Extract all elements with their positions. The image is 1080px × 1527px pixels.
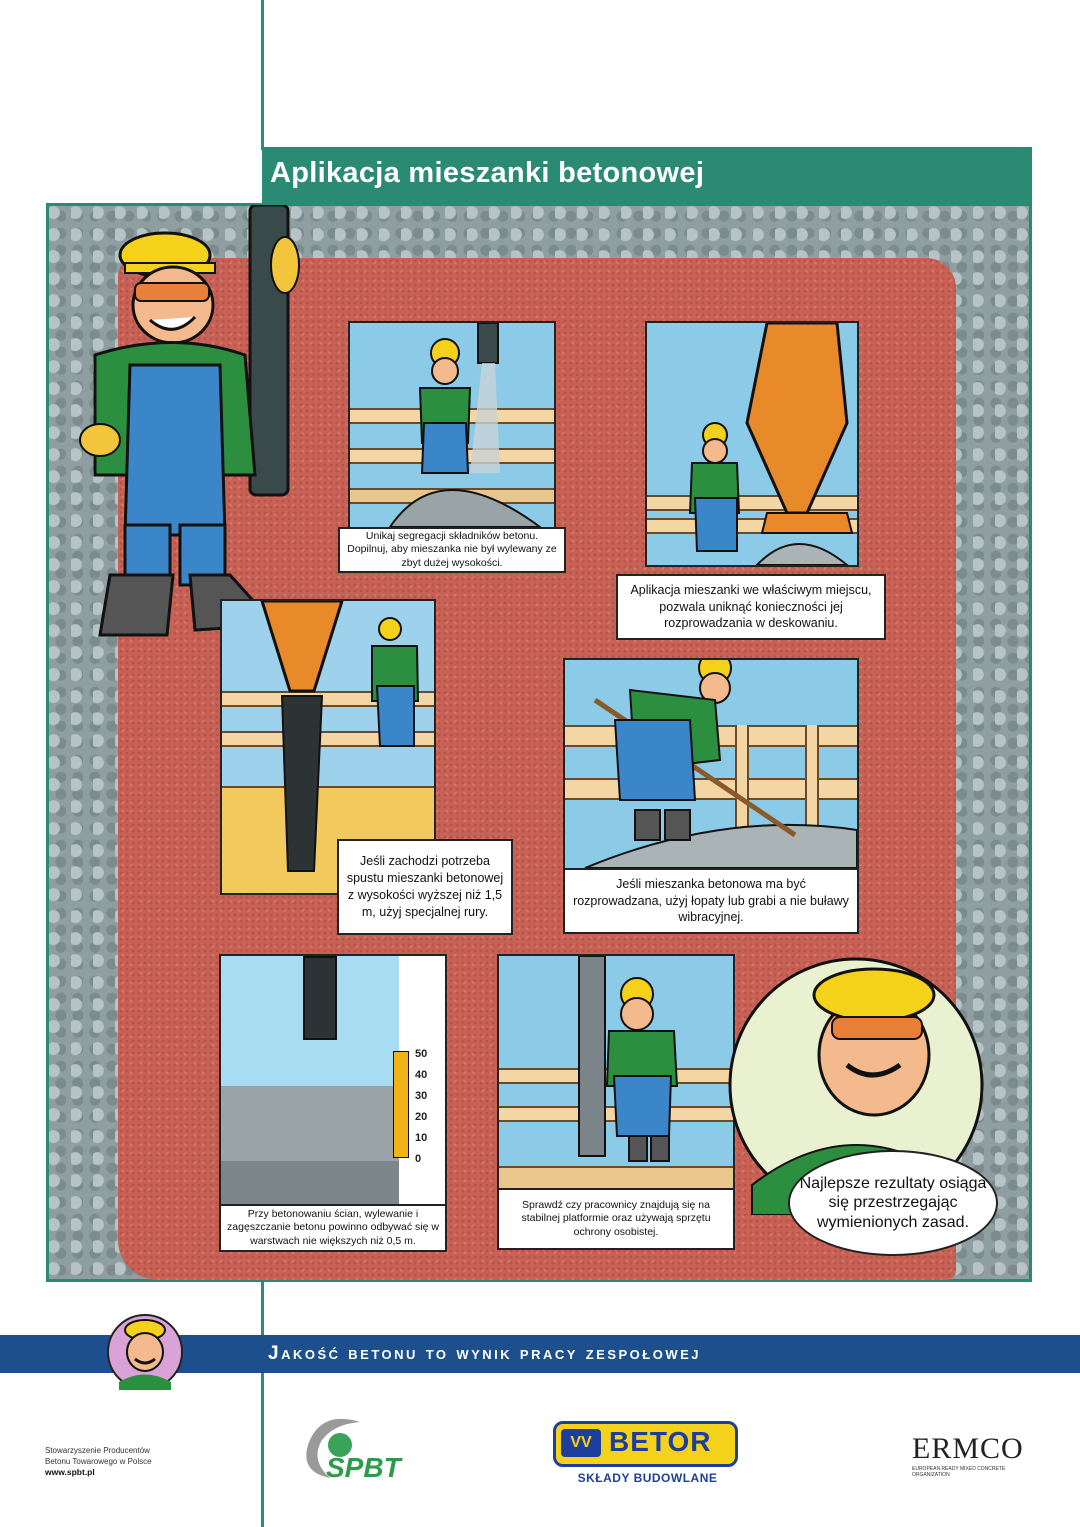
- panel-platform-caption: Sprawdź czy pracownicy znajdują się na stabilnej platformie oraz używają sprzętu ochrony osobistej.: [497, 1188, 735, 1250]
- speech-bubble: Najlepsze rezultaty osiąga się przestrzegając wymienionych zasad.: [788, 1150, 998, 1256]
- betor-emblem-icon: VV: [561, 1429, 601, 1457]
- raking-worker-illustration: [565, 660, 857, 868]
- panel-bucket: [645, 321, 859, 567]
- splashing-concrete-illustration: [350, 323, 554, 527]
- ermco-wordmark: ERMCO: [912, 1432, 1024, 1465]
- panel-bucket-caption: Aplikacja mieszanki we właściwym miejscu, pozwala uniknąć konieczności jej rozprowadzania w deskowaniu.: [616, 574, 886, 640]
- depth-scale: [393, 1051, 409, 1158]
- panel-platform: [497, 954, 735, 1190]
- scale-tick-labels: [415, 1044, 427, 1170]
- association-line-1: Stowarzyszenie Producentów: [45, 1446, 150, 1455]
- slogan-text: Jakość betonu to wynik pracy zespołowej: [268, 1343, 702, 1364]
- panel-chute-caption: Jeśli zachodzi potrzeba spustu mieszanki betonowej z wysokości wyższej niż 1,5 m, użyj specjalnej rury.: [337, 839, 513, 935]
- ermco-logo: [912, 1432, 1036, 1482]
- ermco-subtitle: EUROPEAN READY MIXED CONCRETE ORGANIZATION: [912, 1466, 1006, 1478]
- concrete-bucket-illustration: [647, 323, 857, 565]
- panel-layers-caption: Przy betonowaniu ścian, wylewanie i zagęszczanie betonu powinno odbywać się w warstwach nie większych niż 0,5 m.: [219, 1204, 447, 1252]
- scale-tick-50: 50: [415, 1048, 428, 1060]
- panel-rake: [563, 658, 859, 870]
- title-bar: [262, 147, 1032, 205]
- vertical-rule-top: [261, 0, 264, 150]
- panel-rake-caption: Jeśli mieszanka betonowa ma być rozprowadzana, użyj łopaty lub grabi a nie buławy wibracyjnej.: [563, 868, 859, 934]
- association-line-2: Betonu Towarowego w Polsce: [45, 1457, 152, 1467]
- spbt-wordmark: SPBT: [326, 1452, 401, 1483]
- panel-segregation-caption: Unikaj segregacji składników betonu. Dopilnuj, aby mieszanka nie był wylewany ze zbyt dużej wysokości.: [338, 527, 566, 573]
- scale-tick-0: 0: [415, 1153, 422, 1165]
- platform-worker-illustration: [499, 956, 733, 1188]
- mascot-avatar: [105, 1312, 185, 1392]
- vertical-rule-bottom: [261, 1282, 264, 1527]
- betor-logo: [553, 1421, 740, 1491]
- spbt-logo: [300, 1410, 410, 1485]
- betor-wordmark: BETOR: [609, 1426, 712, 1457]
- panel-layers: [219, 954, 447, 1206]
- scale-tick-30: 30: [415, 1090, 428, 1102]
- association-url[interactable]: www.spbt.pl: [45, 1467, 95, 1478]
- foreman-illustration: [55, 205, 305, 645]
- association-info: [45, 1445, 152, 1479]
- page-title: Aplikacja mieszanki betonowej: [270, 157, 705, 189]
- scale-tick-40: 40: [415, 1069, 428, 1081]
- scale-tick-20: 20: [415, 1111, 428, 1123]
- betor-subtitle: SKŁADY BUDOWLANE: [577, 1471, 718, 1485]
- scale-tick-10: 10: [415, 1132, 428, 1144]
- panel-segregation: [348, 321, 556, 529]
